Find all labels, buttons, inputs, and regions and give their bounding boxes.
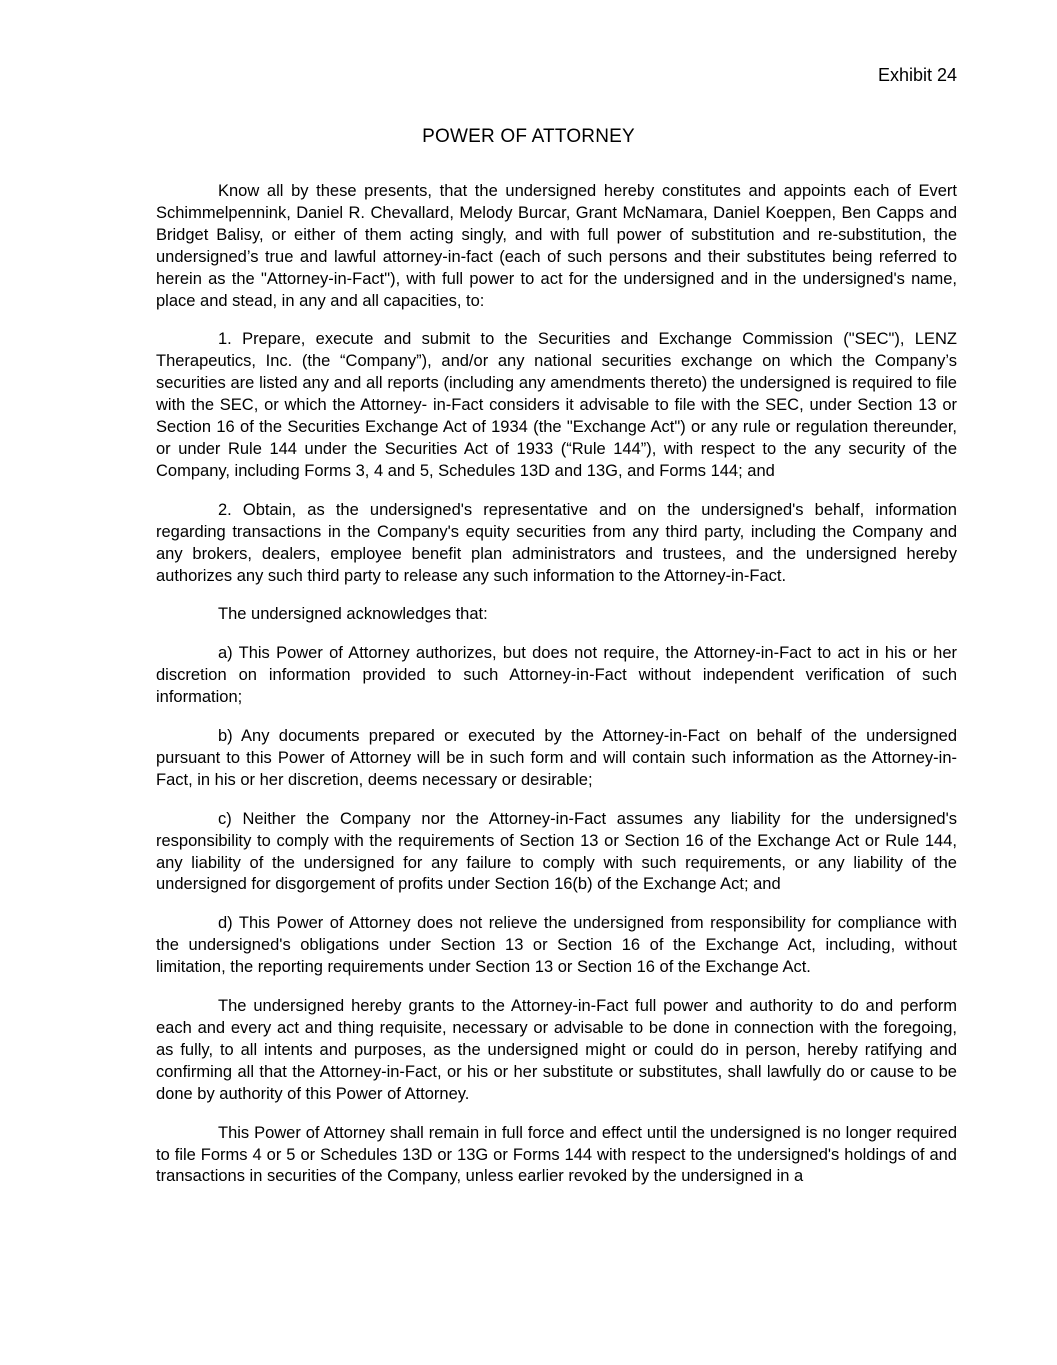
paragraph-appointment: Know all by these presents, that the undersigned hereby constitutes and appoints each of Evert Schimmelpennink, Daniel R. Chevallard, Melody Burcar, Grant McNamara, Daniel Koeppen, Ben Capps and Bridget Balisy, or either of them acting singly, and with full power of substitution and re-substitution, the undersigned’s true and lawful attorney-in-fact (each of such persons and their substitutes being referred to herein as the "Attorney-in-Fact"), with full power to act for the undersigned and in the undersigned's name, place and stead, in any and all capacities, to: xyxy=(156,182,957,310)
exhibit-label: Exhibit 24 xyxy=(877,65,957,85)
document-body xyxy=(156,181,957,1205)
paragraph-item-d: d) This Power of Attorney does not relieve the undersigned from responsibility for compliance with the undersigned's obligations under Section 13 or Section 16 of the Exchange Act, including, without limitation, the reporting requirements under Section 13 or Section 16 of the Exchange Act. xyxy=(156,914,957,977)
paragraph-item-c: c) Neither the Company nor the Attorney-in-Fact assumes any liability for the undersigned's responsibility to comply with the requirements of Section 13 or Section 16 of the Exchange Act or Rule 144, any liability of the undersigned for any failure to comply with such requirements, or any liability of the undersigned for disgorgement of profits under Section 16(b) of the Exchange Act; and xyxy=(156,809,957,894)
paragraph-item-a: a) This Power of Attorney authorizes, but does not require, the Attorney-in-Fact to act in his or her discretion on information provided to such Attorney-in-Fact without independent verification of such information; xyxy=(156,644,957,707)
paragraph-grant-authority: The undersigned hereby grants to the Attorney-in-Fact full power and authority to do and perform each and every act and thing requisite, necessary or advisable to be done in connection with the foregoing, as fully, to all intents and purposes, as the undersigned might or could do in person, hereby ratifying and confirming all that the Attorney-in-Fact, or his or her substitute or substitutes, shall lawfully do or cause to be done by authority of this Power of Attorney. xyxy=(156,997,957,1103)
paragraph-item-1: 1. Prepare, execute and submit to the Securities and Exchange Commission ("SEC"), LENZ Therapeutics, Inc. (the “Company”), and/or any national securities exchange on which the Company’s securities are listed any and all reports (including any amendments thereto) the undersigned is required to file with the SEC, or which the Attorney- in-Fact considers it advisable to file with the SEC, under Section 13 or Section 16 of the Securities Exchange Act of 1934 (the "Exchange Act") or any rule or regulation thereunder, or under Rule 144 under the Securities Act of 1933 (“Rule 144”), with respect to the any security of the Company, including Forms 3, 4 and 5, Schedules 13D and 13G, and Forms 144; and xyxy=(156,330,957,480)
paragraph-item-2: 2. Obtain, as the undersigned's representative and on the undersigned's behalf, information regarding transactions in the Company's equity securities from any third party, including the Company and any brokers, dealers, employee benefit plan administrators and trustees, and the undersigned hereby authorizes any such third party to release any such information to the Attorney-in-Fact. xyxy=(156,500,957,585)
document-title: POWER OF ATTORNEY xyxy=(422,126,635,147)
paragraph-item-b: b) Any documents prepared or executed by the Attorney-in-Fact on behalf of the undersigned pursuant to this Power of Attorney will be in such form and will contain such information as the Attorney-in-Fact, in his or her discretion, deems necessary or desirable; xyxy=(156,727,957,789)
paragraph-duration: This Power of Attorney shall remain in full force and effect until the undersigned is no longer required to file Forms 4 or 5 or Schedules 13D or 13G or Forms 144 with respect to the undersigned's holdings of and transactions in securities of the Company, unless earlier revoked by the undersigned in a xyxy=(156,1123,957,1186)
paragraph-acknowledges: The undersigned acknowledges that: xyxy=(218,605,488,624)
